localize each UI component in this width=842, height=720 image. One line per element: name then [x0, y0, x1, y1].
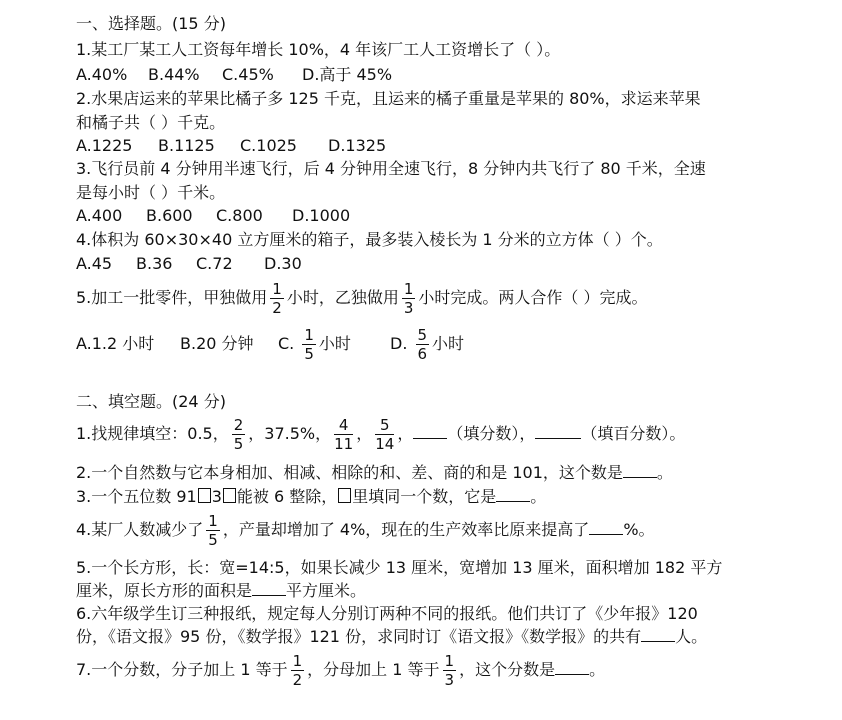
option-d: D.1325	[328, 136, 387, 155]
q5-text-3: 小时完成。两人合作（ ）完成。	[418, 288, 648, 307]
option-a: A.1225	[76, 136, 133, 155]
question-1-1: 1.某工厂某工人工资每年增长 10%，4 年该厂工人工资增长了（ ）。	[76, 40, 561, 59]
q5-text-2: 小时，乙独做用	[286, 288, 399, 307]
question-1-3-line2: 是每小时（ ）千米。	[76, 183, 226, 202]
fraction: $\frac{5}{6}$	[417, 326, 428, 363]
question-2-3: 3.一个五位数 91 3 能被 6 整除， 里填同一个数，它是 。	[76, 487, 547, 506]
option-c: C.1025	[240, 136, 297, 155]
question-1-3-options	[76, 206, 350, 226]
fraction: $\frac{1}{5}$	[304, 326, 314, 363]
answer-blank[interactable]	[413, 424, 447, 439]
option-a: A.40%	[76, 65, 128, 84]
option-c: C.72	[196, 254, 233, 273]
q5-text-1: 5.加工一批零件，甲独做用	[76, 288, 268, 307]
fraction: $\frac{4}{11}$	[334, 416, 354, 453]
question-1-4: 4.体积为 60×30×40 立方厘米的箱子，最多装入棱长为 1 分米的立方体（ ）个。	[76, 230, 663, 249]
option-d: D.1000	[292, 206, 351, 225]
fraction: $\frac{1}{2}$	[292, 652, 303, 689]
question-2-5-line2: 厘米，原长方形的面积是 平方厘米。	[76, 581, 367, 600]
question-2-4: 4.某厂人数减少了 $\frac{1}{5}$ ，产量却增加了 4%，现在的生产效率比原来提高了 %。	[76, 512, 655, 549]
digit-box	[223, 488, 236, 503]
option-c: C.45%	[222, 65, 274, 84]
fraction: $\frac{1}{5}$	[208, 512, 218, 549]
question-1-4-options	[76, 254, 302, 274]
digit-box	[338, 488, 351, 503]
option-b: B.44%	[148, 65, 200, 84]
answer-blank[interactable]	[641, 627, 675, 642]
option-a: A.1.2 小时	[76, 334, 155, 353]
answer-blank[interactable]	[623, 463, 657, 478]
option-c: C.800	[216, 206, 263, 225]
option-b: B.36	[136, 254, 173, 273]
fraction: $\frac{1}{3}$	[444, 652, 455, 689]
option-d: D.30	[264, 254, 302, 273]
option-a: A.400	[76, 206, 123, 225]
question-1-5	[76, 280, 647, 316]
question-1-3-line1: 3.飞行员前 4 分钟用半速飞行，后 4 分钟用全速飞行，8 分钟内共飞行了 80 千米，全速	[76, 159, 706, 178]
option-c: C. $\frac{1}{5}$ 小时	[278, 326, 351, 363]
answer-blank[interactable]	[589, 520, 623, 535]
question-1-5-options	[76, 326, 464, 362]
option-b: B.600	[146, 206, 193, 225]
option-b: B.1125	[158, 136, 215, 155]
option-b: B.20 分钟	[180, 334, 254, 353]
digit-box	[198, 488, 211, 503]
option-d: D.高于 45%	[302, 65, 393, 84]
fraction: $\frac{1}{3}$	[403, 280, 414, 317]
question-2-2: 2.一个自然数与它本身相加、相减、相除的和、差、商的和是 101，这个数是 。	[76, 463, 673, 482]
fraction: $\frac{1}{2}$	[272, 280, 282, 317]
fraction: $\frac{5}{14}$	[375, 416, 395, 453]
answer-blank[interactable]	[535, 424, 581, 439]
question-2-6-line2: 份，《语文报》95 份，《数学报》121 份，求同时订《语文报》《数学报》的共有 人。	[76, 627, 708, 646]
question-2-1: 1.找规律填空：0.5， $\frac{2}{5}$ ，37.5%， $\frac{4}{11}$ ， $\frac{5}{14}$ ， （填分数）， （填百分数）。	[76, 416, 686, 453]
fraction: $\frac{2}{5}$	[233, 416, 244, 453]
answer-blank[interactable]	[252, 581, 286, 596]
question-2-6-line1: 6.六年级学生订三种报纸，规定每人分别订两种不同的报纸。他们共订了《少年报》120	[76, 604, 698, 623]
section-1-title: 一、选择题。(15 分)	[76, 14, 226, 33]
option-a: A.45	[76, 254, 113, 273]
answer-blank[interactable]	[496, 487, 530, 502]
question-1-2-options	[76, 136, 386, 156]
question-1-1-options	[76, 65, 392, 85]
section-2-title: 二、填空题。(24 分)	[76, 392, 226, 411]
question-1-2-line1: 2.水果店运来的苹果比橘子多 125 千克，且运来的橘子重量是苹果的 80%，求运来苹果	[76, 89, 701, 108]
answer-blank[interactable]	[555, 660, 589, 675]
question-2-5-line1: 5.一个长方形，长：宽=14:5，如果长减少 13 厘米，宽增加 13 厘米，面积增加 182 平方	[76, 558, 723, 577]
option-d: D. $\frac{5}{6}$ 小时	[390, 326, 465, 363]
question-1-2-line2: 和橘子共（ ）千克。	[76, 113, 226, 132]
question-2-7: 7.一个分数，分子加上 1 等于 $\frac{1}{2}$ ，分母加上 1 等于 $\frac{1}{3}$ ，这个分数是 。	[76, 652, 606, 689]
